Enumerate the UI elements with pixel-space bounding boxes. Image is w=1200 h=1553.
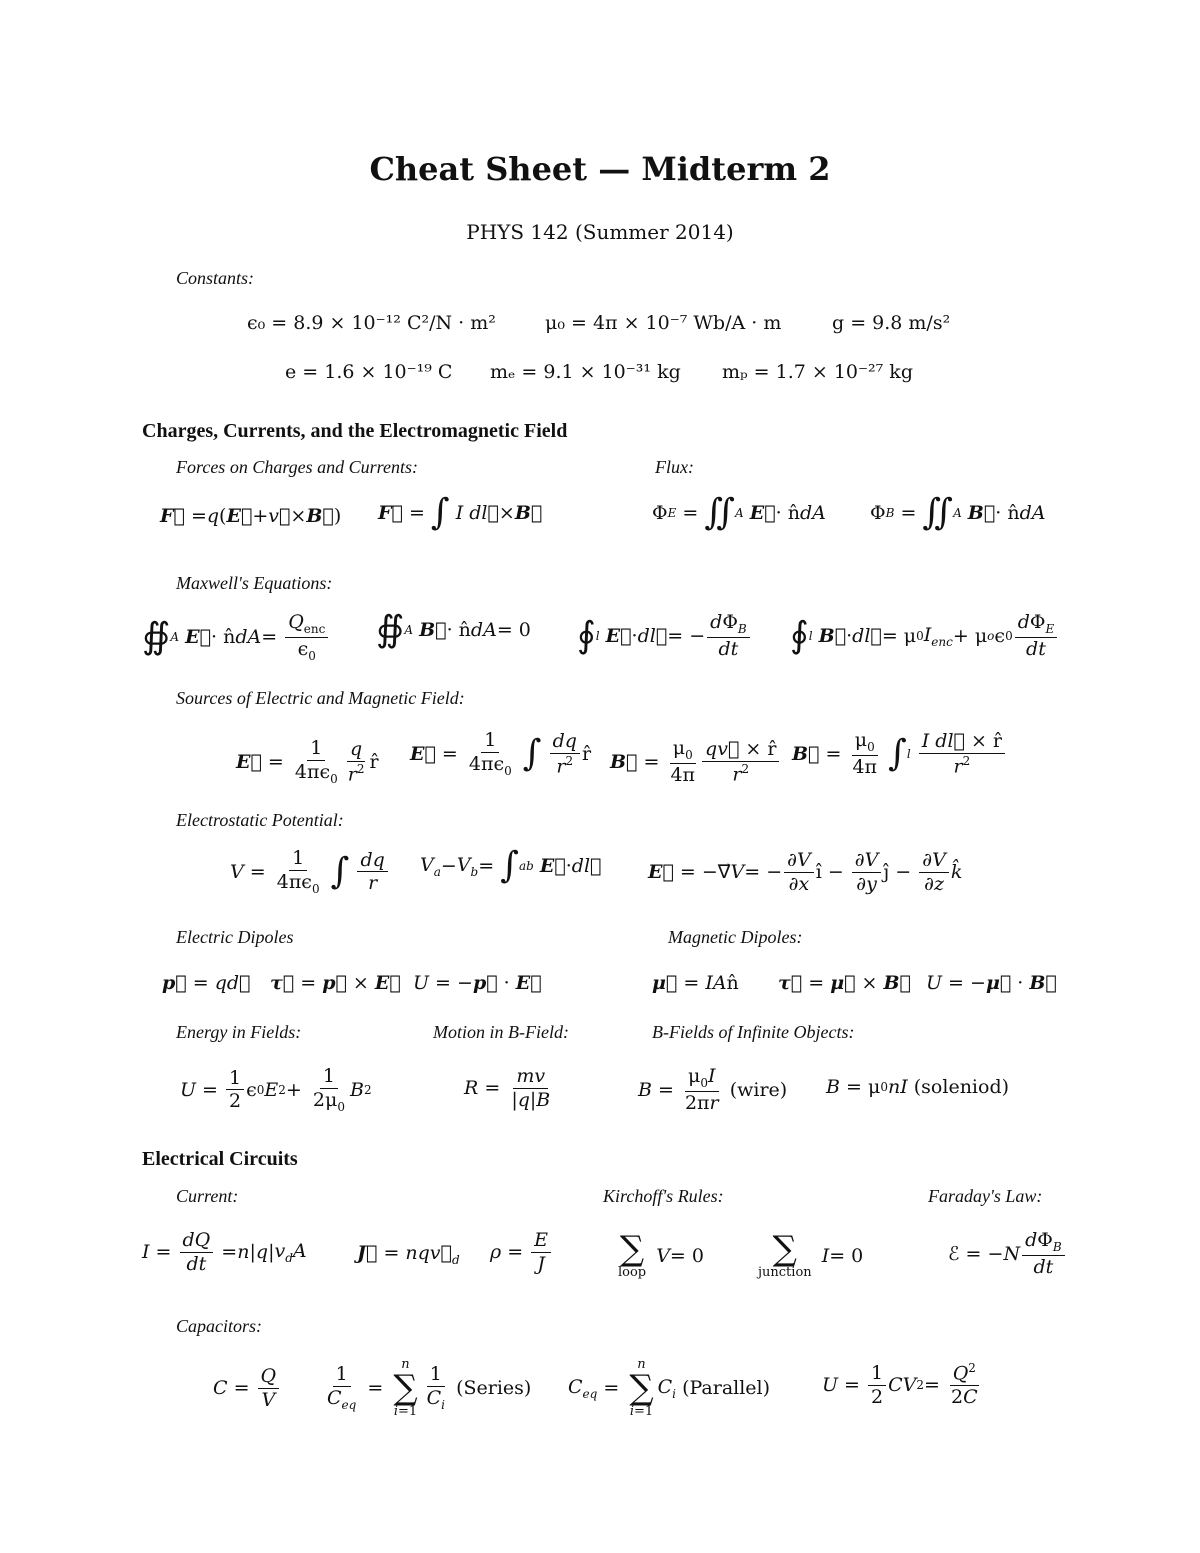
eq-solenoid-field: B = μ 0 nI (soleniod): [826, 1076, 1010, 1098]
eq-point-charge-field: E⃗ = $\frac{1}{4\pi\epsilon_0}$ $\frac{q}{r^2}$ r̂: [236, 737, 379, 786]
sources-label: Sources of Electric and Magnetic Field:: [176, 688, 465, 708]
eq-lorentz-force: F⃗ = q ( E⃗ + v⃗ × B⃗ ): [160, 505, 342, 527]
eq-cyclotron-radius: R = $\frac{mv}{|q|B}$: [464, 1065, 551, 1111]
constant-me: mₑ = 9.1 × 10⁻³¹ kg: [490, 361, 681, 383]
course-subtitle: PHYS 142 (Summer 2014): [466, 220, 734, 244]
maxwell-label: Maxwell's Equations:: [176, 573, 333, 593]
eq-loop-rule: ∑ loop V = 0: [618, 1229, 704, 1280]
eq-electric-dipole-moment: p⃗ = qd⃗: [162, 972, 251, 994]
constant-e: e = 1.6 × 10⁻¹⁹ C: [285, 361, 453, 383]
eq-junction-rule: ∑ junction I = 0: [758, 1229, 864, 1280]
page-title: Cheat Sheet — Midterm 2: [369, 150, 831, 188]
eq-field-energy: U = $\frac{1}{2}$ ϵ 0 E 2 + $\frac{1}{2\mu_0}$ B 2: [180, 1065, 372, 1114]
eq-electric-dipole-energy: U = −p⃗ · E⃗: [413, 972, 542, 994]
eq-biot-savart: B⃗ = $\frac{\mu_0}{4\pi}$ ∫ l $\frac{\text{I dl⃗ × r̂}}{r^2}$: [792, 730, 1007, 778]
eq-wire-force: F⃗ = ∫ I dl⃗ × B⃗: [378, 492, 543, 533]
current-label: Current:: [176, 1186, 239, 1206]
eq-faraday: ∮ l E⃗ · dl⃗ = − $\frac{d\Phi_B}{dt}$: [577, 612, 752, 660]
eq-electric-torque: τ⃗ = p⃗ × E⃗: [270, 972, 401, 994]
magnetic-dipoles-label: Magnetic Dipoles:: [668, 927, 803, 947]
eq-parallel-capacitors: $C_{eq}$ = n ∑ i=1 $C_i$ (Parallel): [568, 1357, 771, 1419]
series-text: (Series): [456, 1377, 532, 1399]
section-heading-circuits: Electrical Circuits: [142, 1148, 298, 1170]
loop-text: loop: [618, 1265, 647, 1280]
eq-continuous-charge-field: E⃗ = $\frac{1}{4\pi\epsilon_0}$ ∫ $\frac{dq}{r^2}$ r̂: [410, 729, 592, 778]
constant-mp: mₚ = 1.7 × 10⁻²⁷ kg: [722, 361, 913, 383]
eq-magnetic-dipole-energy: U = −μ⃗ · B⃗: [926, 972, 1057, 994]
section-heading-em-field: Charges, Currents, and the Electromagnetic Field: [142, 420, 568, 442]
motion-label: Motion in B-Field:: [433, 1022, 569, 1042]
infinite-objects-label: B-Fields of Infinite Objects:: [652, 1022, 855, 1042]
potential-label: Electrostatic Potential:: [176, 810, 344, 830]
eq-field-from-potential: E⃗ = −∇⃗ V = − $\frac{\partial V}{\partial x}$ î − $\frac{\partial V}{\partial y}$ ĵ − $\frac{\partial V}{\partial z}$ k̂: [648, 849, 963, 895]
eq-series-capacitors: $\frac{1}{C_{eq}}$ = n ∑ i=1 $\frac{1}{C_i}$ (Series): [327, 1357, 532, 1419]
eq-current: I = $\frac{dQ}{dt}$ = n | q | $v_dA$: [142, 1229, 307, 1275]
flux-label: Flux:: [655, 457, 694, 477]
solenoid-text: (soleniod): [913, 1076, 1010, 1098]
eq-ampere-maxwell: ∮ l B⃗ · dl⃗ = μ 0 $I_{enc}$ + μ o ϵ 0 $\frac{d\Phi_E}{dt}$: [790, 612, 1059, 660]
eq-potential-integral: V = $\frac{1}{4\pi\epsilon_0}$ ∫ $\frac{dq}{r}$: [230, 848, 390, 896]
constant-g: g = 9.8 m/s²: [832, 312, 951, 334]
eq-electric-flux: Φ E = ∬ A E⃗ · n̂ dA: [652, 492, 826, 533]
eq-capacitor-energy: U = $\frac{1}{2}$ CV 2 = $\frac{Q^2}{2C}$: [822, 1361, 978, 1409]
eq-moving-charge-field: B⃗ = $\frac{\mu_0}{4\pi}$ $\frac{qv⃗ \times r̂}{r^2}$: [610, 738, 781, 786]
constants-label: Constants:: [176, 268, 255, 288]
junction-text: junction: [758, 1265, 812, 1280]
energy-label: Energy in Fields:: [176, 1022, 302, 1042]
electric-dipoles-label: Electric Dipoles: [176, 927, 294, 947]
eq-magnetic-torque: τ⃗ = μ⃗ × B⃗: [778, 972, 911, 994]
eq-gauss-electric: ∯ A E⃗ · n̂ dA = $\frac{Q_{enc}}{\epsilon_0}$: [142, 612, 330, 663]
eq-wire-field: B = $\frac{\mu_0I}{2\pi r}$ (wire): [638, 1065, 788, 1114]
constant-mu0: μ₀ = 4π × 10⁻⁷ Wb/A · m: [545, 312, 782, 334]
capacitors-label: Capacitors:: [176, 1316, 263, 1336]
eq-magnetic-dipole-moment: μ⃗ = IAn̂: [652, 972, 739, 994]
eq-capacitance: C = $\frac{Q}{V}$: [213, 1366, 281, 1411]
eq-potential-difference: $V_a$ − $V_b$ = ∫ a b E⃗ · dl⃗: [420, 845, 602, 886]
eq-gauss-magnetic: ∯ A B⃗ · n̂ dA = 0: [376, 609, 531, 650]
eq-magnetic-flux: Φ B = ∬ A B⃗ · n̂ dA: [870, 492, 1046, 533]
forces-label: Forces on Charges and Currents:: [176, 457, 418, 477]
kirchoff-label: Kirchoff's Rules:: [603, 1186, 724, 1206]
parallel-text: (Parallel): [682, 1377, 771, 1399]
faraday-label: Faraday's Law:: [928, 1186, 1043, 1206]
eq-current-density: J⃗ = $nqv⃗_d$: [357, 1242, 460, 1267]
eq-resistivity: ρ = $\frac{E}{J}$: [490, 1230, 553, 1275]
wire-text: (wire): [729, 1078, 788, 1101]
eq-faraday-law: ℰ = − N $\frac{d\Phi_B}{dt}$: [948, 1230, 1067, 1278]
constant-epsilon0: ϵ₀ = 8.9 × 10⁻¹² C²/N · m²: [247, 312, 496, 334]
